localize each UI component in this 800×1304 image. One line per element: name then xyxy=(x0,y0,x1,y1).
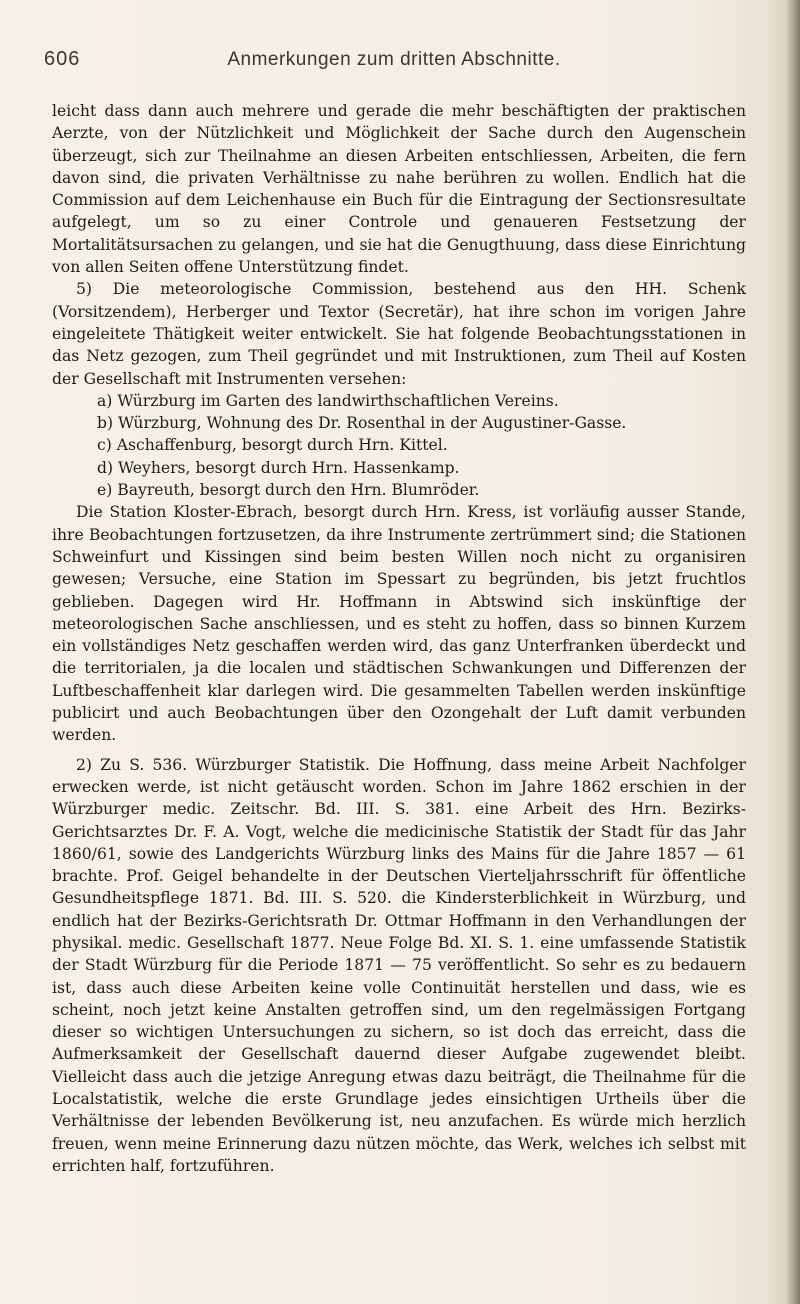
station-item-b: b) Würzburg, Wohnung des Dr. Rosenthal in der Augustiner-Gasse. xyxy=(97,414,627,433)
page-header xyxy=(44,48,744,78)
body-text xyxy=(52,100,746,1177)
page-number: 606 xyxy=(44,48,81,70)
page-edge-shadow xyxy=(786,0,800,1304)
paragraph-meteorological-commission: 5) Die meteorologische Commission, bestehend aus den HH. Schenk (Vorsitzendem), Herberger und Textor (Secretär), hat ihre schon im vorigen Jahre eingeleitete Thätigkeit weiter entwickelt. Sie hat folgende Beobachtungsstationen in das Netz gezogen, zum Theil gegründet und mit Instruktionen, zum Theil auf Kosten der Gesellschaft mit Instrumenten versehen: xyxy=(52,280,746,388)
running-title: Anmerkungen zum dritten Abschnitte. xyxy=(227,49,561,70)
paragraph-continuation: leicht dass dann auch mehrere und gerade die mehr beschäftigten der praktischen Aerzte, von der Nützlichkeit und Möglichkeit der Sache durch den Augenschein überzeugt, sich zur Theilnahme an diesen Arbeiten entschliessen, Arbeiten, die fern davon sind, die privaten Verhältnisse zu nahe berühren zu wollen. Endlich hat die Commission auf dem Leichenhause ein Buch für die Eintragung der Sectionsresultate aufgelegt, um so zu einer Controle und genaueren Festsetzung der Mortalitätsursachen zu gelangen, und sie hat die Genugthuung, dass diese Einrichtung von allen Seiten offene Unterstützung findet. xyxy=(52,102,746,277)
station-item-c: c) Aschaffenburg, besorgt durch Hrn. Kittel. xyxy=(97,436,448,455)
paragraph-stations: Die Station Kloster-Ebrach, besorgt durch Hrn. Kress, ist vorläufig ausser Stande, ihre Beobachtungen fortzusetzen, da ihre Instrumente zertrümmert sind; die Stationen Schweinfurt und Kissingen sind beim besten Willen noch nicht zu organisiren gewesen; Versuche, eine Station im Spessart zu begründen, bis jetzt fruchtlos geblieben. Dagegen wird Hr. Hoffmann in Abtswind sich inskünftige der meteorologischen Sache anschliessen, und es steht zu hoffen, dass so binnen Kurzem ein vollständiges Netz geschaffen werden wird, das ganz Unterfranken überdeckt und die territorialen, ja die localen und städtischen Schwankungen und Differenzen der Luftbeschaffenheit klar darlegen wird. Die gesammelten Tabellen werden inskünftige publicirt und auch Beobachtungen über den Ozongehalt der Luft damit verbunden werden. xyxy=(52,503,746,745)
station-item-d: d) Weyhers, besorgt durch Hrn. Hassenkamp. xyxy=(97,458,460,477)
station-item-e: e) Bayreuth, besorgt durch den Hrn. Blumröder. xyxy=(97,481,480,500)
paragraph-statistics: 2) Zu S. 536. Würzburger Statistik. Die Hoffnung, dass meine Arbeit Nachfolger erwecken werde, ist nicht getäuscht worden. Schon im Jahre 1862 erschien in der Würzburger medic. Zeitschr. Bd. III. S. 381. eine Arbeit des Hrn. Bezirks-Gerichtsarztes Dr. F. A. Vogt, welche die medicinische Statistik der Stadt für das Jahr 1860/61, sowie des Landgerichts Würzburg links des Mains für die Jahre 1857 — 61 brachte. Prof. Geigel behandelte in der Deutschen Vierteljahrsschrift für öffentliche Gesundheitspflege 1871. Bd. III. S. 520. die Kindersterblichkeit in Würzburg, und endlich hat der Bezirks-Gerichtsrath Dr. Ottmar Hoffmann in den Verhandlungen der physikal. medic. Gesellschaft 1877. Neue Folge Bd. XI. S. 1. eine umfassende Statistik der Stadt Würzburg für die Periode 1871 — 75 veröffentlicht. So sehr es zu bedauern ist, dass auch diese Arbeiten keine volle Continuität herstellen und dass, wie es scheint, noch jetzt keine Anstalten getroffen sind, um den regelmässigen Fortgang dieser so wichtigen Untersuchungen zu sichern, so ist doch das erreicht, dass die Aufmerksamkeit der Gesellschaft dauernd dieser Aufgabe zugewendet bleibt. Vielleicht dass auch die jetzige Anregung etwas dazu beiträgt, die Theilnahme für die Localstatistik, welche die erste Grundlage jedes einsichtigen Urtheils über die Verhältnisse der lebenden Bevölkerung ist, neu anzufachen. Es würde mich herzlich freuen, wenn meine Erinnerung dazu nützen möchte, das Werk, welches ich selbst mit errichten half, fortzuführen. xyxy=(52,755,746,1175)
station-item-a: a) Würzburg im Garten des landwirthschaftlichen Vereins. xyxy=(97,391,559,410)
